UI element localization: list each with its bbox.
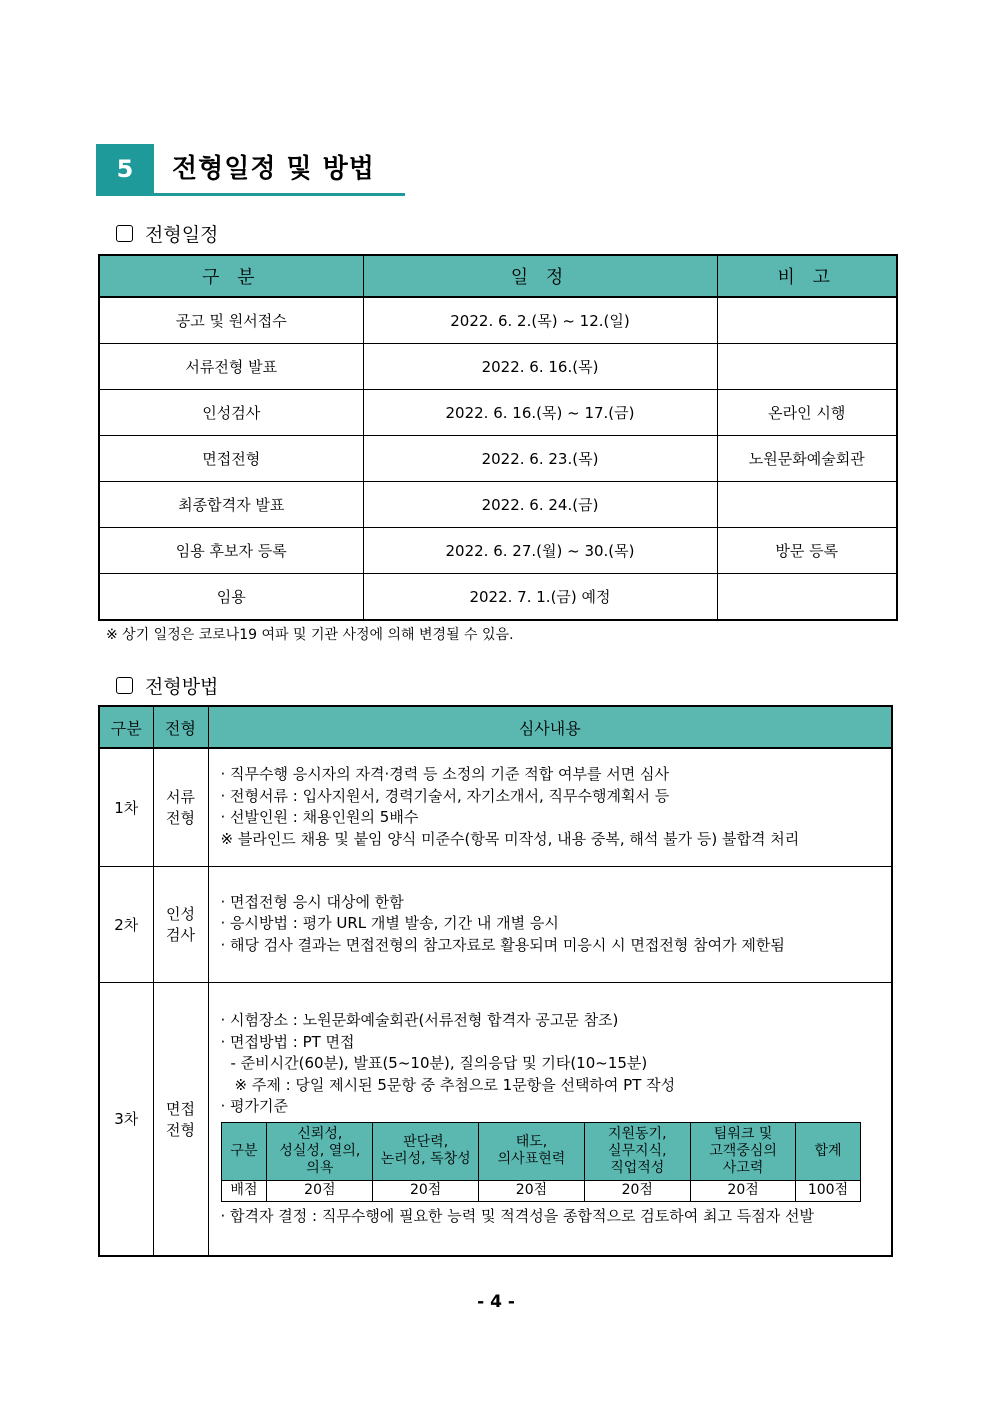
- table-row: [99, 297, 897, 344]
- stage2-content: [208, 866, 892, 982]
- row-date: 2022. 6. 27.(월) ~ 30.(목): [363, 528, 717, 574]
- row-remark: 노원문화예술회관: [717, 436, 897, 482]
- header-stage: 구분: [99, 706, 153, 748]
- stage1-label: 1차: [99, 748, 153, 866]
- stage3-type-line2: 전형: [166, 1120, 195, 1139]
- criteria-score: 20점: [267, 1180, 373, 1201]
- criteria-item: [267, 1122, 373, 1180]
- header-content: 심사내용: [208, 706, 892, 748]
- row-remark: 방문 등록: [717, 528, 897, 574]
- criteria-score-row: [221, 1180, 860, 1201]
- table-row: [99, 344, 897, 390]
- criteria-item: [690, 1122, 796, 1180]
- row-date: 2022. 6. 2.(목) ~ 12.(일): [363, 297, 717, 344]
- row-date: 2022. 6. 16.(목) ~ 17.(금): [363, 390, 717, 436]
- method-table: [98, 705, 893, 1257]
- stage3-line: · 면접방법 : PT 면접: [220, 1032, 355, 1051]
- criteria-header-row: [221, 1122, 860, 1180]
- header-category: 구 분: [99, 255, 363, 297]
- stage1-line: · 선발인원 : 채용인원의 5배수: [220, 808, 419, 827]
- criteria-score: 20점: [584, 1180, 690, 1201]
- stage2-type-line2: 검사: [166, 926, 195, 944]
- table-row: [99, 574, 897, 621]
- stage2-type: [153, 866, 208, 982]
- criteria-item: [584, 1122, 690, 1180]
- row-category: 임용 후보자 등록: [99, 528, 363, 574]
- header-schedule: 일 정: [363, 255, 717, 297]
- row-date: 2022. 7. 1.(금) 예정: [363, 574, 717, 621]
- stage3-final-line: · 합격자 결정 : 직무수행에 필요한 능력 및 적격성을 종합적으로 검토하여 최고 득점자 선발: [220, 1206, 814, 1225]
- stage1-line: · 전형서류 : 입사지원서, 경력기술서, 자기소개서, 직무수행계획서 등: [220, 786, 670, 805]
- criteria-item-text: 판단력,: [403, 1134, 449, 1151]
- method-subheading: [116, 672, 218, 699]
- criteria-header-label: 구분: [221, 1122, 267, 1180]
- criteria-item-text: 논리성, 독창성: [380, 1151, 471, 1168]
- stage2-line: · 응시방법 : 평가 URL 개별 발송, 기간 내 개별 응시: [220, 914, 559, 933]
- criteria-item: [373, 1122, 479, 1180]
- section-number: 5: [96, 144, 154, 194]
- table-row: [99, 390, 897, 436]
- criteria-item-text: 성실성, 열의,: [279, 1142, 361, 1159]
- method-header-row: [99, 706, 892, 748]
- schedule-heading-text: 전형일정: [145, 224, 219, 246]
- section-underline: [96, 193, 405, 196]
- criteria-item-text: 태도,: [515, 1134, 548, 1151]
- schedule-subheading: [116, 220, 218, 247]
- method-heading-text: 전형방법: [145, 676, 219, 698]
- criteria-score: 20점: [479, 1180, 585, 1201]
- criteria-total: 100점: [796, 1180, 860, 1201]
- row-category: 최종합격자 발표: [99, 482, 363, 528]
- criteria-table: [221, 1122, 861, 1202]
- row-category: 인성검사: [99, 390, 363, 436]
- row-date: 2022. 6. 16.(목): [363, 344, 717, 390]
- row-date: 2022. 6. 23.(목): [363, 436, 717, 482]
- stage2-line: · 해당 검사 결과는 면접전형의 참고자료로 활용되며 미응시 시 면접전형 참여가 제한됨: [220, 935, 785, 954]
- row-category: 면접전형: [99, 436, 363, 482]
- stage1-type-line2: 전형: [166, 809, 195, 828]
- header-remarks: 비 고: [717, 255, 897, 297]
- section-title: 전형일정 및 방법: [172, 154, 375, 184]
- criteria-item-text: 신뢰성,: [297, 1125, 343, 1142]
- stage1-line: ※ 블라인드 채용 및 붙임 양식 미준수(항목 미작성, 내용 중복, 해석 불가 등) 불합격 처리: [220, 829, 800, 848]
- row-remark: 온라인 시행: [717, 390, 897, 436]
- schedule-table: [98, 254, 898, 621]
- stage3-row: [99, 982, 892, 1256]
- criteria-item-text: 지원동기,: [607, 1125, 667, 1142]
- criteria-score: 20점: [373, 1180, 479, 1201]
- criteria-item-text: 고객중심의: [709, 1142, 777, 1159]
- table-row: [99, 436, 897, 482]
- stage2-label: 2차: [99, 866, 153, 982]
- stage3-label: 3차: [99, 982, 153, 1256]
- criteria-item-text: 의욕: [306, 1159, 334, 1176]
- stage1-row: [99, 748, 892, 866]
- section-heading: [96, 144, 405, 196]
- header-type: 전형: [153, 706, 208, 748]
- stage3-type-line1: 면접: [166, 1099, 195, 1118]
- table-row: [99, 482, 897, 528]
- row-category: 공고 및 원서접수: [99, 297, 363, 344]
- stage3-line: · 시험장소 : 노원문화예술회관(서류전형 합격자 공고문 참조): [220, 1011, 619, 1030]
- criteria-item: [479, 1122, 585, 1180]
- criteria-item-text: 사고력: [722, 1159, 764, 1176]
- stage2-row: [99, 866, 892, 982]
- row-date: 2022. 6. 24.(금): [363, 482, 717, 528]
- row-category: 서류전형 발표: [99, 344, 363, 390]
- stage2-type-line1: 인성: [166, 905, 195, 923]
- stage3-line: · 평가기준: [220, 1097, 288, 1116]
- page-number: - 4 -: [477, 1292, 515, 1312]
- row-remark: [717, 297, 897, 344]
- criteria-item-text: 실무지식,: [607, 1142, 667, 1159]
- checkbox-square-icon: [116, 225, 133, 242]
- row-remark: [717, 482, 897, 528]
- stage3-type: [153, 982, 208, 1256]
- stage3-line: - 준비시간(60분), 발표(5~10분), 질의응답 및 기타(10~15분): [230, 1054, 648, 1073]
- checkbox-square-icon: [116, 677, 133, 694]
- schedule-header-row: [99, 255, 897, 297]
- stage1-type-line1: 서류: [166, 788, 195, 807]
- row-remark: [717, 574, 897, 621]
- criteria-total-label: 합계: [796, 1122, 860, 1180]
- row-remark: [717, 344, 897, 390]
- stage1-line: · 직무수행 응시자의 자격·경력 등 소정의 기준 적합 여부를 서면 심사: [220, 765, 669, 784]
- stage3-line: ※ 주제 : 당일 제시된 5문항 중 추첨으로 1문항을 선택하여 PT 작성: [234, 1075, 676, 1094]
- criteria-score: 20점: [690, 1180, 796, 1201]
- stage1-type: [153, 748, 208, 866]
- criteria-item-text: 의사표현력: [497, 1151, 566, 1168]
- criteria-item-text: 직업적성: [610, 1159, 665, 1176]
- table-row: [99, 528, 897, 574]
- stage1-content: [208, 748, 892, 866]
- criteria-item-text: 팀워크 및: [713, 1125, 773, 1142]
- row-category: 임용: [99, 574, 363, 621]
- criteria-score-label: 배점: [221, 1180, 267, 1201]
- stage3-content: [208, 982, 892, 1256]
- schedule-note: ※ 상기 일정은 코로나19 여파 및 기관 사정에 의해 변경될 수 있음.: [106, 627, 514, 643]
- stage2-line: · 면접전형 응시 대상에 한함: [220, 892, 404, 911]
